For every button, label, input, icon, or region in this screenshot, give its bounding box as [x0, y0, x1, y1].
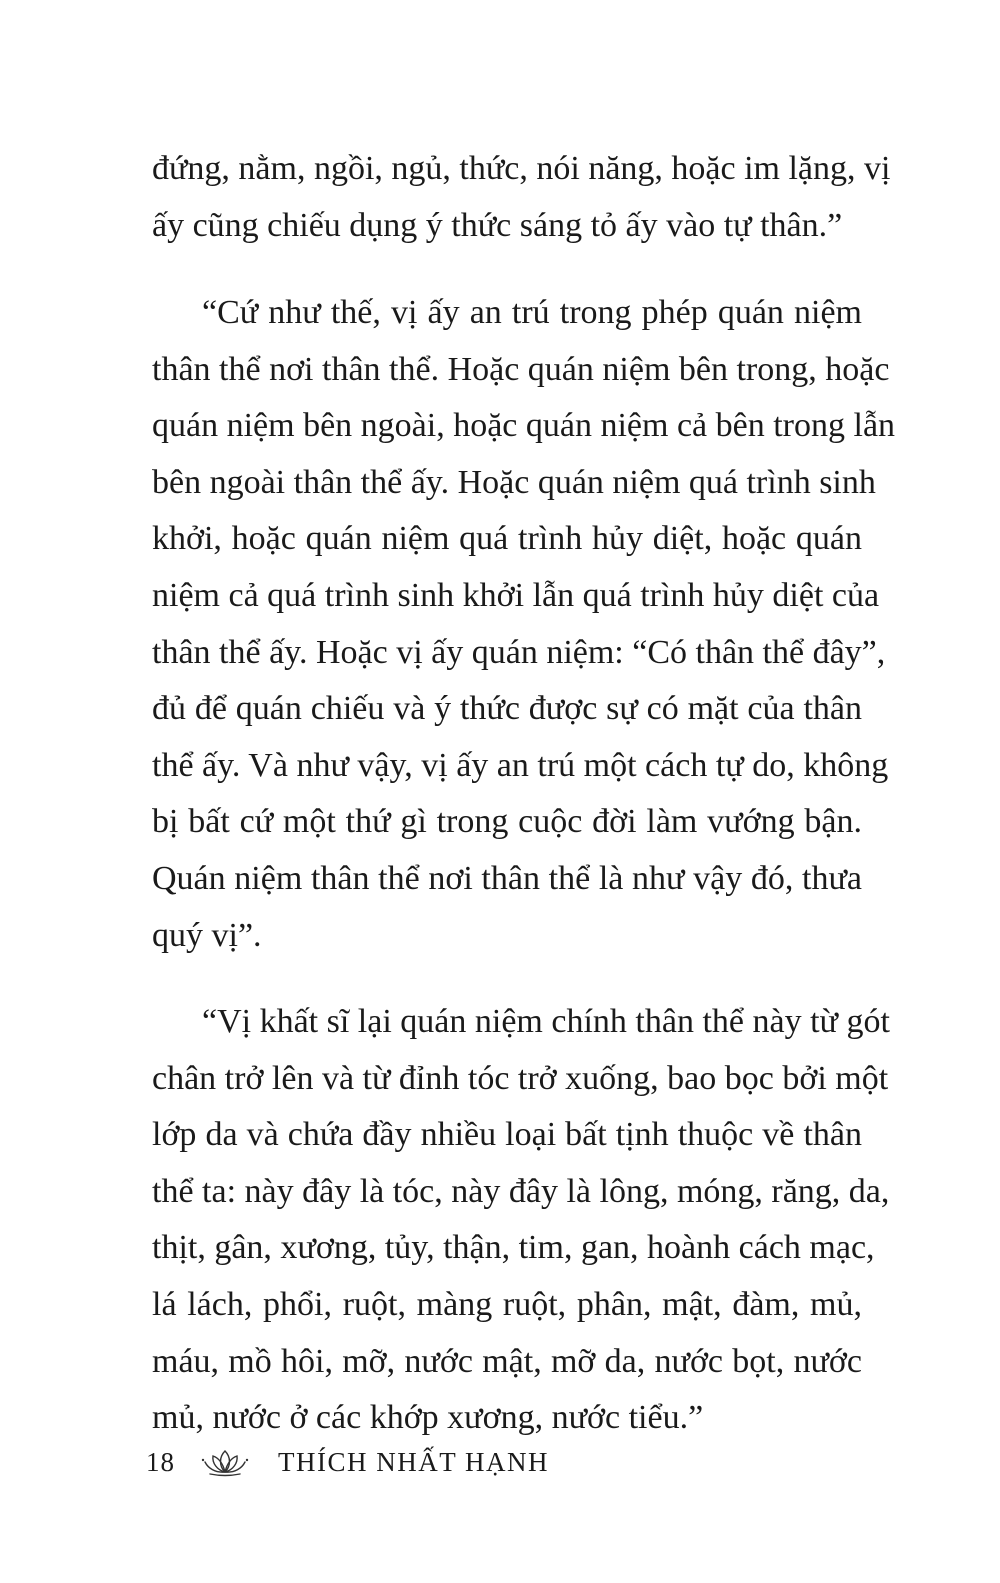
text-line: bị bất cứ một thứ gì trong cuộc đời làm vướng bận.	[152, 803, 862, 841]
paragraph-3	[152, 994, 890, 1447]
text-line: thịt, gân, xương, tủy, thận, tim, gan, hoành cách mạc,	[152, 1229, 875, 1267]
text-line: thể ta: này đây là tóc, này đây là lông, móng, răng, da,	[152, 1172, 890, 1210]
text-line: mủ, nước ở các khớp xương, nước tiểu.”	[152, 1399, 704, 1437]
text-line: thân thể ấy. Hoặc vị ấy quán niệm: “Có thân thể đây”,	[152, 633, 886, 671]
text-line: niệm cả quá trình sinh khởi lẫn quá trình hủy diệt của	[152, 576, 880, 614]
text-line: khởi, hoặc quán niệm quá trình hủy diệt, hoặc quán	[152, 520, 862, 558]
page-footer	[146, 1442, 549, 1482]
text-line: quý vị”.	[152, 916, 262, 954]
lotus-ornament-icon	[200, 1446, 250, 1478]
page-number: 18	[146, 1446, 175, 1477]
text-line: Quán niệm thân thể nơi thân thể là như vậy đó, thưa	[152, 859, 862, 897]
text-line: “Vị khất sĩ lại quán niệm chính thân thể này từ gót	[202, 1003, 890, 1040]
text-line: lớp da và chứa đầy nhiều loại bất tịnh thuộc về thân	[152, 1116, 862, 1154]
text-line: lá lách, phổi, ruột, màng ruột, phân, mật, đàm, mủ,	[152, 1285, 862, 1323]
text-line: bên ngoài thân thể ấy. Hoặc quán niệm quá trình sinh	[152, 463, 876, 501]
text-line: chân trở lên và từ đỉnh tóc trở xuống, bao bọc bởi một	[152, 1059, 889, 1097]
author-name: THÍCH NHẤT HẠNH	[278, 1446, 549, 1477]
text-line: máu, mồ hôi, mỡ, nước mật, mỡ da, nước bọt, nước	[152, 1342, 862, 1380]
text-line: thể ấy. Và như vậy, vị ấy an trú một cách tự do, không	[152, 746, 889, 784]
text-line: đủ để quán chiếu và ý thức được sự có mặt của thân	[152, 690, 862, 728]
text-line: ấy cũng chiếu dụng ý thức sáng tỏ ấy vào tự thân.”	[152, 206, 843, 244]
text-line: thân thể nơi thân thể. Hoặc quán niệm bên trong, hoặc	[152, 350, 890, 388]
text-line: đứng, nằm, ngồi, ngủ, thức, nói năng, hoặc im lặng, vị	[152, 150, 891, 187]
text-line: “Cứ như thế, vị ấy an trú trong phép quán niệm	[202, 294, 862, 331]
text-line: quán niệm bên ngoài, hoặc quán niệm cả bên trong lẫn	[152, 407, 896, 445]
paragraph-1	[152, 141, 891, 254]
paragraph-2	[152, 285, 896, 964]
